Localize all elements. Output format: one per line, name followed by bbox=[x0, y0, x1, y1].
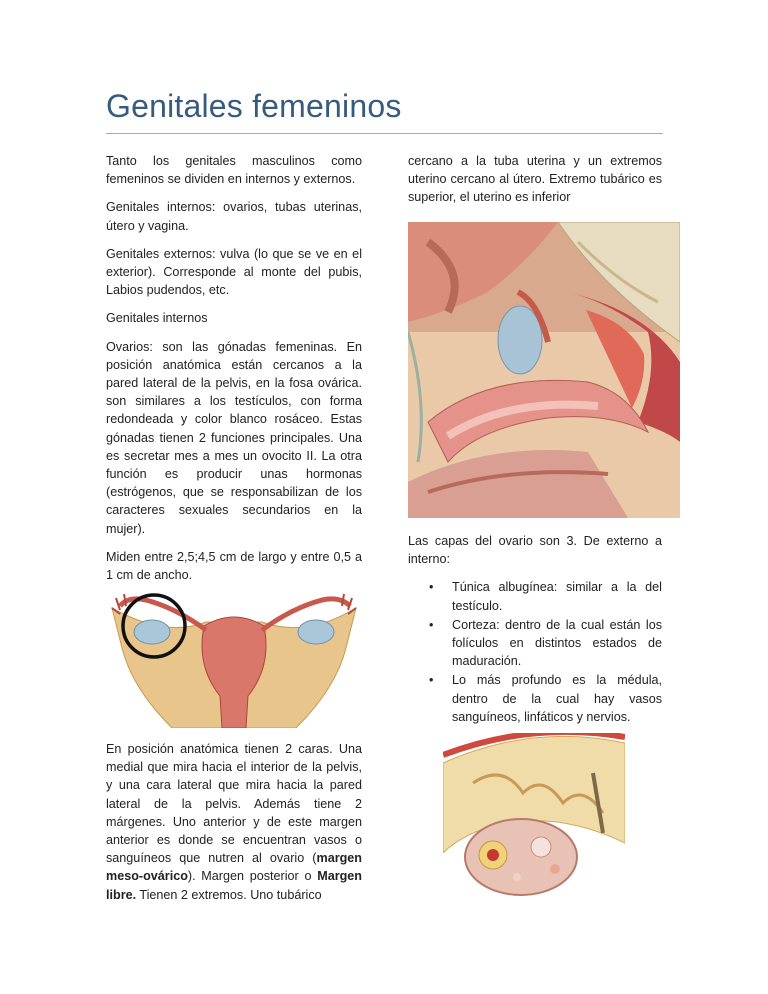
paragraph-external: Genitales externos: vulva (lo que se ve en el exterior). Corresponde al monte del pubis, Labios pudendos, etc. bbox=[106, 246, 362, 298]
list-item: • Lo más profundo es la médula, dentro de la cual hay vasos sanguíneos, linfáticos y nervios. bbox=[429, 673, 662, 724]
title-underline bbox=[106, 133, 663, 134]
term-margen-meso-ovarico: margen meso-ovárico bbox=[106, 851, 362, 884]
layers-list bbox=[408, 578, 662, 726]
left-column-bottom bbox=[106, 740, 362, 914]
paragraph-faces-margins: En posición anatómica tienen 2 caras. Una medial que mira hacia el interior de la pelvis, y una cara lateral que mira hacia la pared lateral de la pelvis. Además tiene 2 márgenes. Uno anterior y de este margen anterior es donde se encuentran vasos o sanguíneos que nutren al ovario (margen meso-ovárico). Margen posterior o Margen libre. Tienen 2 extremos. Uno tubárico bbox=[106, 742, 362, 902]
paragraph-size: Miden entre 2,5;4,5 cm de largo y entre 0,5 a 1 cm de ancho. bbox=[106, 549, 362, 583]
bullet-icon: • bbox=[429, 673, 434, 688]
right-column-bottom bbox=[408, 532, 662, 727]
page-title: Genitales femeninos bbox=[106, 88, 402, 124]
list-item: • Túnica albugínea: similar a la del testículo. bbox=[429, 580, 662, 613]
paragraph-ovaries: Ovarios: son las gónadas femeninas. En posición anatómica están cercanos a la pared lateral de la pelvis, en la fosa ovárica. son similares a los testículos, con forma redondeada y color blanco rosáceo. Estas gónadas tienen 2 funciones principales. Una es secretar mes a mes un ovocito II. La otra función es producir unas hormonas (estrógenos, que se responsabilizan de los caracteres sexuales secundarios en la mujer). bbox=[106, 339, 362, 536]
paragraph-internal-list: Genitales internos: ovarios, tubas uterinas, útero y vagina. bbox=[106, 200, 362, 233]
left-column bbox=[106, 152, 362, 594]
bullet-icon: • bbox=[429, 617, 434, 632]
term-margen-libre: Margen libre. bbox=[106, 869, 362, 902]
ovary-section-figure bbox=[443, 733, 625, 899]
paragraph-intro: Tanto los genitales masculinos como femeninos se dividen en internos y externos. bbox=[106, 154, 362, 187]
pelvis-sagittal-figure bbox=[408, 222, 680, 518]
bullet-icon: • bbox=[429, 580, 434, 595]
paragraph-layers: Las capas del ovario son 3. De externo a interno: bbox=[408, 534, 662, 567]
subheading-internal: Genitales internos bbox=[106, 311, 208, 326]
right-column-top bbox=[408, 152, 662, 217]
uterus-ovaries-figure bbox=[106, 578, 362, 728]
paragraph-extremes: cercano a la tuba uterina y un extremos uterino cercano al útero. Extremo tubárico es superior, el uterino es inferior bbox=[408, 154, 662, 205]
list-item: • Corteza: dentro de la cual están los folículos en distintos estados de maduración. bbox=[429, 617, 662, 669]
